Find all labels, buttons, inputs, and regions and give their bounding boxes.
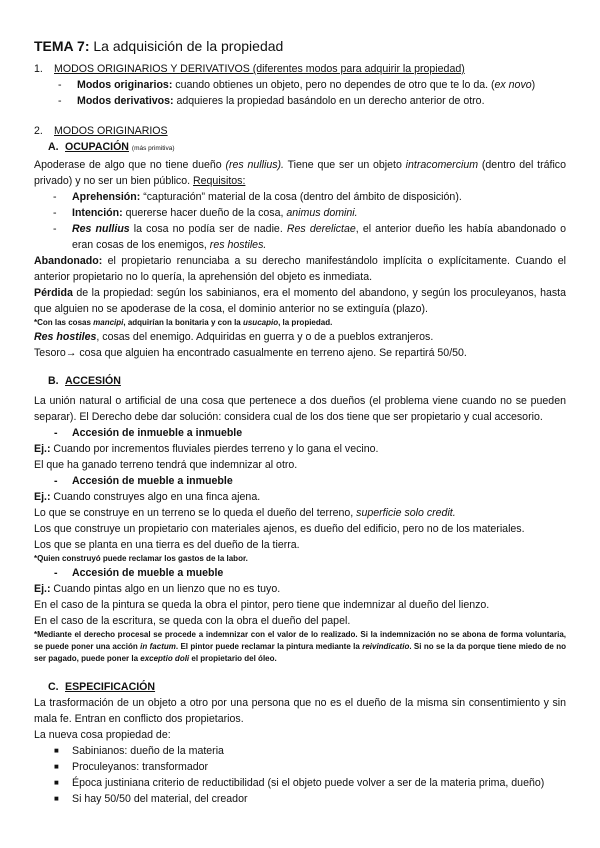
footnote: *Quien construyó puede reclamar los gastos de la labor. <box>34 554 248 563</box>
paragraph: Abandonado: el propietario renunciaba a su derecho manifestándolo implícita o explícitamente. Cuando el anterior propietario no lo quería, la aprehensión del objeto es inmediata. <box>34 255 566 283</box>
bullet-icon: ■ <box>54 778 59 787</box>
list-item: ■ Época justiniana criterio de reductibilidad (si el objeto puede volver a ser de la materia prima, dueño) <box>54 777 545 789</box>
bullet-icon: ■ <box>54 746 59 755</box>
paragraph: Tesoro→ cosa que alguien ha encontrado casualmente en terreno ajeno. Se repartirá 50/50. <box>34 347 467 359</box>
dash-icon: - <box>53 223 57 235</box>
list-item: - Modos derivativos: adquieres la propiedad basándolo en un derecho anterior de otro. <box>58 95 485 107</box>
list-item: ■ Proculeyanos: transformador <box>54 761 209 773</box>
dash-icon: - <box>58 79 62 91</box>
list-item: ■ Sabinianos: dueño de la materia <box>54 745 224 757</box>
list-item: ■ Si hay 50/50 del material, del creador <box>54 793 248 805</box>
arrow-right-icon: → <box>65 347 77 359</box>
paragraph: Apoderase de algo que no tiene dueño (res nullius). Tiene que ser un objeto intracomercium (dentro del tráfico privado) y no ser un bien público. Requisitos: <box>34 159 567 187</box>
paragraph: Lo que se construye en un terreno se lo queda el dueño del terreno, superficie solo credit. <box>34 507 456 519</box>
paragraph: Res hostiles, cosas del enemigo. Adquiridas en guerra y o de a pueblos extranjeros. <box>34 331 434 343</box>
paragraph: Pérdida de la propiedad: según los sabinianos, era el momento del abandono, y según los proculeyanos, hasta que alguien no se apoderase de la cosa, el dominio anterior no se extinguía (plazo). <box>34 287 566 315</box>
section-1-heading: 1. MODOS ORIGINARIOS Y DERIVATIVOS (diferentes modos para adquirir la propiedad) <box>34 63 465 75</box>
paragraph: La nueva cosa propiedad de: <box>34 729 171 741</box>
page-title: TEMA 7: La adquisición de la propiedad <box>34 38 284 54</box>
paragraph: La unión natural o artificial de una cosa que pertenece a dos dueños (el problema viene cuando no se pueden separar). El Derecho debe dar solución: considera cual de los dos tiene que ser propietario y cual accesorio. <box>34 395 566 423</box>
section-2-heading: 2. MODOS ORIGINARIOS <box>34 125 168 137</box>
list-item: - Res nullius la cosa no podía ser de nadie. Res derelictae, el anterior dueño les había abandonado o eran cosas de los enemigos, res hostiles. <box>53 223 566 251</box>
dash-icon: - <box>53 191 57 203</box>
list-item: - Modos originarios: cuando obtienes un objeto, pero no dependes de otro que te lo da. (ex novo) <box>58 79 536 91</box>
footnote: *Mediante el derecho procesal se procede a indemnizar con el valor de lo realizado. Si la indemnización no se abona de forma voluntaria, se puede poner una acción in factum. El pintor puede reclamar la pintura mediante la reivindicatio. Si no se la da porque tiene miedo de no ser pagado, puede poner la exceptio doli el propietario del óleo. <box>34 630 567 663</box>
paragraph: En el caso de la escritura, se queda con la obra el dueño del papel. <box>34 615 351 627</box>
paragraph: En el caso de la pintura se queda la obra el pintor, pero tiene que indemnizar al dueño del lienzo. <box>34 599 490 611</box>
accesion-heading: - Accesión de mueble a mueble <box>54 567 224 579</box>
paragraph: Ej.: Cuando construyes algo en una finca ajena. <box>34 491 261 503</box>
subsection-b-heading: B. ACCESIÓN <box>48 375 121 387</box>
accesion-heading: - Accesión de mueble a inmueble <box>54 475 233 487</box>
paragraph: El que ha ganado terreno tendrá que indemnizar al otro. <box>34 459 298 471</box>
paragraph: Los que se planta en una tierra es del dueño de la tierra. <box>34 539 300 551</box>
paragraph: Ej.: Cuando por incrementos fluviales pierdes terreno y lo gana el vecino. <box>34 443 379 455</box>
accesion-heading: - Accesión de inmueble a inmueble <box>54 427 243 439</box>
dash-icon: - <box>58 95 62 107</box>
subsection-a-heading: A. OCUPACIÓN (más primitiva) <box>48 141 175 153</box>
subsection-c-heading: C. ESPECIFICACIÓN <box>48 681 156 693</box>
bullet-icon: ■ <box>54 762 59 771</box>
footnote: *Con las cosas mancipi, adquirían la bonitaria y con la usucapio, la propiedad. <box>34 318 333 327</box>
list-item: - Intención: quererse hacer dueño de la cosa, animus domini. <box>53 207 358 219</box>
dash-icon: - <box>53 207 57 219</box>
paragraph: Los que construye un propietario con materiales ajenos, es dueño del edificio, pero no de los materiales. <box>34 523 525 535</box>
bullet-icon: ■ <box>54 794 59 803</box>
paragraph: La trasformación de un objeto a otro por una persona que no es el dueño de la misma sin consentimiento y sin mala fe. Entran en conflicto dos propietarios. <box>34 697 566 725</box>
paragraph: Ej.: Cuando pintas algo en un lienzo que no es tuyo. <box>34 583 281 595</box>
list-item: - Aprehensión: “capturación” material de la cosa (dentro del ámbito de disposición). <box>53 191 462 203</box>
